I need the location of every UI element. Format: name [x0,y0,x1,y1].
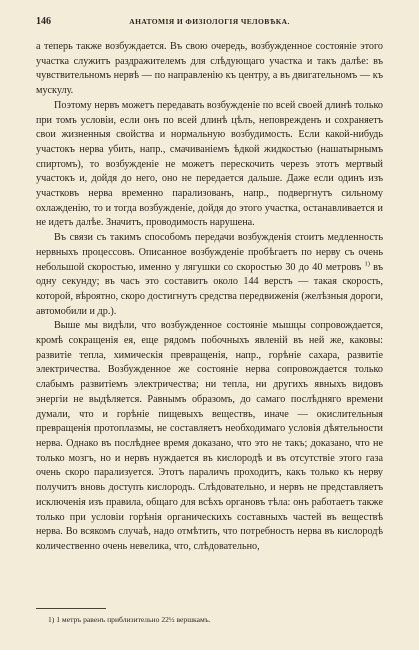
paragraph-1: а теперь также возбуждается. Въ свою очередь, возбужденное состояніе этого участка служитъ раздражителемъ для слѣдующаго участка и такъ далѣе: въ чувствительномъ нервѣ — по направленію къ центру, а въ двигательномъ — къ мускулу. [36,41,383,97]
paragraph-3 [36,231,383,319]
paragraph-3-part-a: Въ связи съ такимъ способомъ передачи возбужденія стоитъ медленность нервныхъ процессовъ. Описанное возбужденіе пробѣгаетъ по нерву съ очень небольшой скоростью, именно у лягушки со скоростью 30 до 40 метровъ [36,232,383,273]
running-title: АНАТОМІЯ И ФИЗІОЛОГІЯ ЧЕЛОВѢКА. [129,17,290,26]
paragraph-4: Выше мы видѣли, что возбужденное состояніе мышцы сопровождается, кромѣ сокращенія ея, еще рядомъ побочныхъ явленій въ ней же, каковы: развитіе тепла, химическія превращенія, напр., горѣніе сахара, развитіе электричества. Возбужденное же состояніе нерва сопровождается только слабымъ развитіемъ электричества; ни тепла, ни другихъ явныхъ видовъ энергіи не выдѣляется. Равнымъ образомъ, до самаго послѣдняго времени думали, что и горѣніе пищевыхъ веществъ, иначе — окислительныя превращенія протоплазмы, не составляетъ необходимаго условія дѣятельности нерва. Однако въ послѣднее время доказано, что это не такъ; доказано, что не только мозгъ, но и нервъ нуждается въ кислородѣ и въ отсутствіе этого газа очень скоро парализуется. Этотъ параличъ проходитъ, какъ только къ нерву получитъ вновь доступъ кислородъ. Слѣдовательно, и нервъ не представляетъ исключенія изъ правила, общаго для всѣхъ органовъ тѣла: онъ работаетъ также только при условіи горѣнія органическихъ составныхъ частей въ веществѣ нерва. Во всякомъ случаѣ, надо отмѣтить, что потребность нерва въ кислородѣ количественно очень невелика, что, слѣдовательно, [36,320,383,552]
page-number: 146 [36,16,51,27]
body-text [36,40,383,555]
footnote-divider [36,608,106,609]
paragraph-3-part-b: въ одну секунду; въ часъ это составитъ около 144 верстъ — такая скорость, которой, вѣроятно, скоро достигнутъ средства передвиженія (желѣзныя дороги, автомобили и др.). [36,261,384,317]
paragraph-2: Поэтому нервъ можетъ передавать возбужденіе по всей своей длинѣ только при томъ условіи, если онъ по всей длинѣ цѣлъ, неповрежденъ и сохраняетъ свои жизненныя свойства и нормальную возбудимость. Если какой-нибудь участокъ нерва убить, напр., смачиваніемъ ѣдкой жидкостью (нашатырнымъ спиртомъ), то возбужденіе не можетъ перескочить черезъ этотъ мертвый участокъ и, дойдя до него, оно не передается дальше. Даже если одинъ изъ участковъ нерва временно парализованъ, напр., подвергнутъ сильному охлажденію, то и тогда возбужденіе, дойдя до этого участка, останавливается и не идетъ далѣе. Значитъ, проводимость нарушена. [36,99,383,229]
footnote: 1) 1 метръ равенъ приблизительно 22½ вершкамъ. [48,615,211,624]
page-header [36,14,383,30]
footnote-reference: 1) [364,260,370,268]
